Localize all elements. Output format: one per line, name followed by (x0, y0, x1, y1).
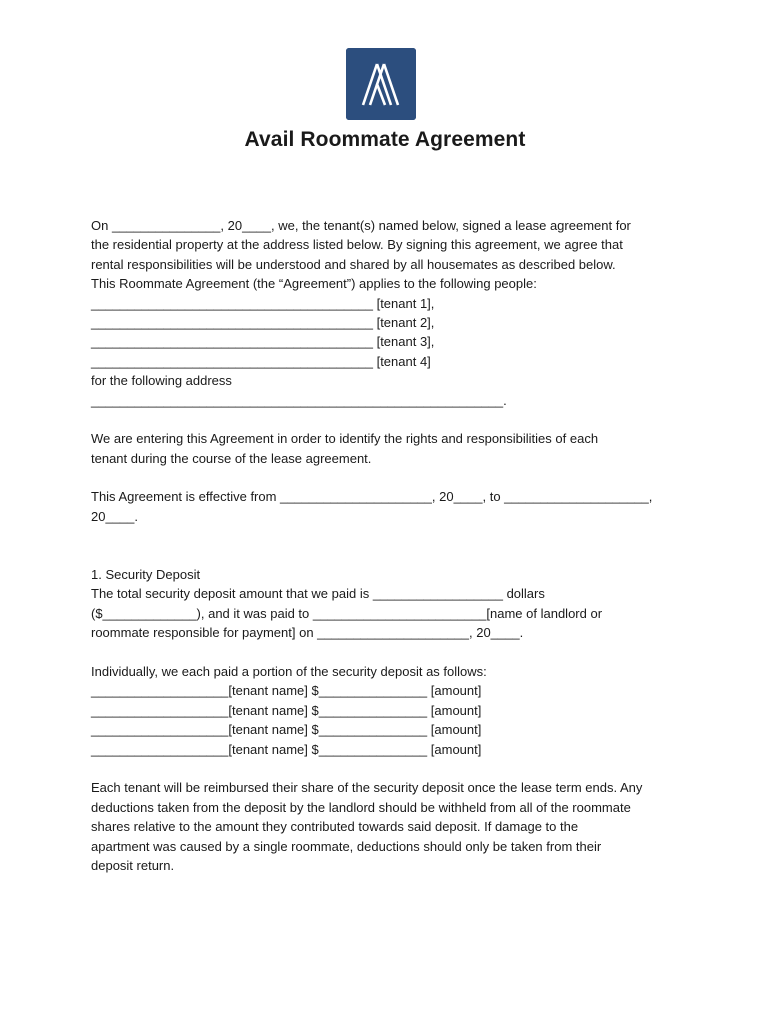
deposit-portions-section (91, 662, 691, 759)
document-body (91, 216, 691, 875)
avail-logo (346, 48, 416, 120)
intro-line: This Roommate Agreement (the “Agreement”) applies to the following people: (91, 276, 537, 292)
avail-logo-icon (346, 48, 416, 120)
spacer (91, 643, 691, 662)
tenant-4-line: _______________________________________ [tenant 4] (91, 353, 431, 369)
portion-line: ___________________[tenant name] $_______________ [amount] (91, 702, 482, 718)
portions-intro: Individually, we each paid a portion of the security deposit as follows: (91, 663, 487, 679)
address-line: _________________________________________________________. (91, 392, 507, 408)
effective-line: 20____. (91, 508, 138, 524)
portion-line: ___________________[tenant name] $_______________ [amount] (91, 722, 482, 738)
security-line: roommate responsible for payment] on _____________________, 20____. (91, 625, 524, 641)
spacer (91, 526, 691, 545)
tenant-3-line: _______________________________________ [tenant 3], (91, 334, 435, 350)
tenant-1-line: _______________________________________ [tenant 1], (91, 295, 435, 311)
portion-line: ___________________[tenant name] $_______________ [amount] (91, 741, 482, 757)
spacer (91, 759, 691, 778)
reimburse-line: Each tenant will be reimbursed their share of the security deposit once the lease term ends. Any (91, 780, 643, 796)
document-title: Avail Roommate Agreement (244, 128, 526, 151)
effective-line: This Agreement is effective from _____________________, 20____, to ____________________, (91, 489, 653, 505)
effective-section (91, 487, 691, 526)
reimburse-line: shares relative to the amount they contributed towards said deposit. If damage to the (91, 819, 579, 835)
address-label: for the following address (91, 373, 232, 389)
reimburse-line: deductions taken from the deposit by the landlord should be withheld from all of the roommate (91, 799, 631, 815)
security-line: The total security deposit amount that we paid is __________________ dollars (91, 586, 545, 602)
security-deposit-section (91, 565, 691, 643)
purpose-section (91, 429, 691, 468)
spacer (91, 410, 691, 429)
intro-section (91, 216, 691, 410)
portion-line: ___________________[tenant name] $_______________ [amount] (91, 683, 482, 699)
reimburse-line: apartment was caused by a single roommate, deductions should only be taken from their (91, 838, 602, 854)
spacer (91, 468, 691, 487)
reimburse-line: deposit return. (91, 857, 175, 873)
reimbursement-section (91, 778, 691, 875)
purpose-line: tenant during the course of the lease agreement. (91, 450, 372, 466)
intro-line: On _______________, 20____, we, the tenant(s) named below, signed a lease agreement for (91, 218, 631, 233)
tenant-2-line: _______________________________________ [tenant 2], (91, 314, 435, 330)
intro-line: rental responsibilities will be understood and shared by all housemates as described below. (91, 256, 616, 272)
spacer (91, 546, 691, 565)
section-heading: 1. Security Deposit (91, 567, 201, 583)
security-line: ($_____________), and it was paid to ________________________[name of landlord or (91, 605, 603, 621)
purpose-line: We are entering this Agreement in order to identify the rights and responsibilities of each (91, 431, 599, 447)
intro-line: the residential property at the address listed below. By signing this agreement, we agree that (91, 237, 623, 253)
